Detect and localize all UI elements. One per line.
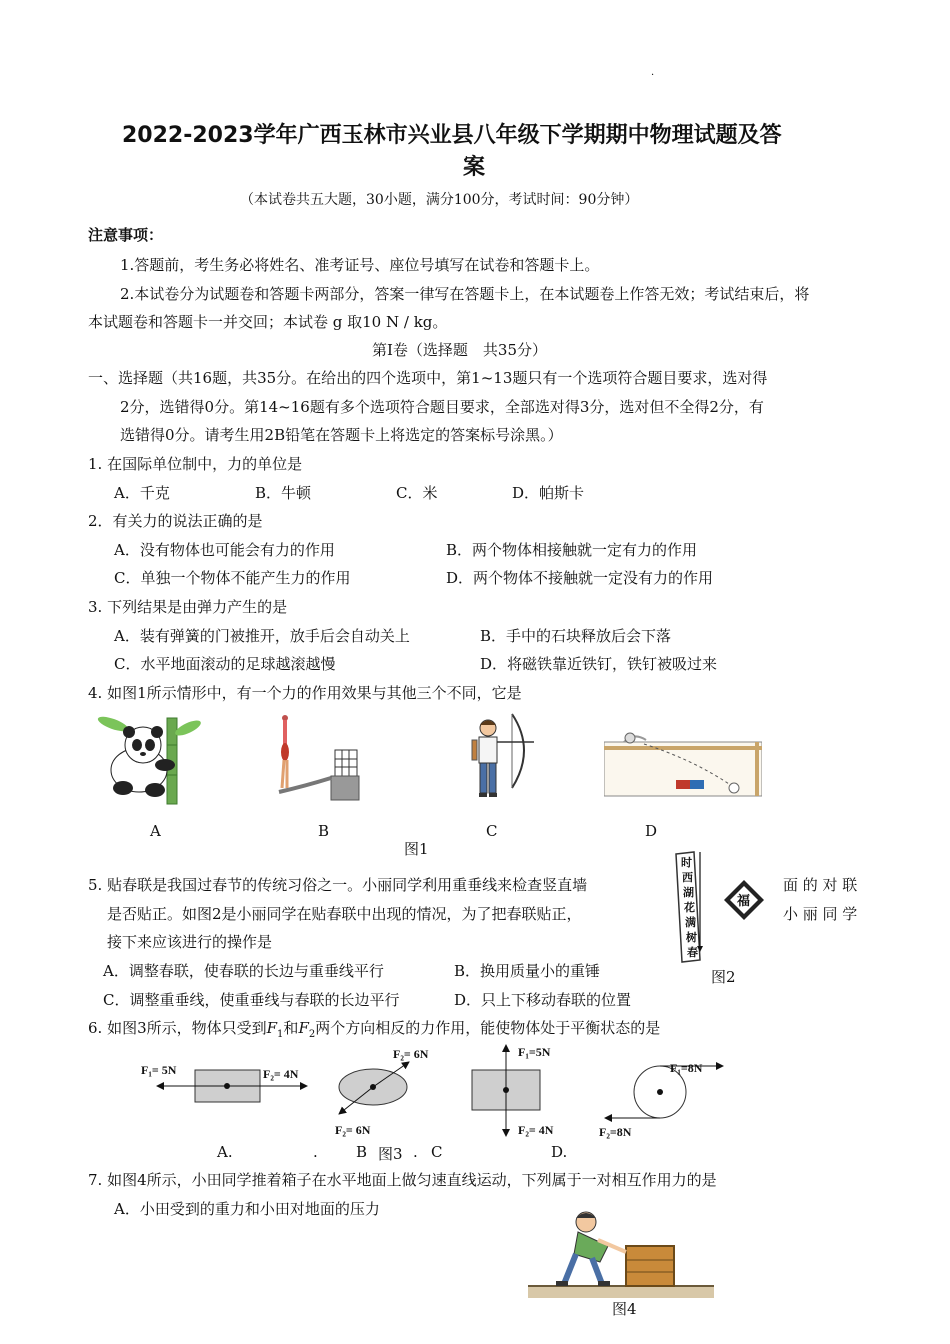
q1-option-b: B．牛顿: [255, 484, 312, 502]
fu-emblem: 福: [737, 893, 751, 908]
figure1-magnet-ball-illustration: [604, 728, 762, 800]
force-symbol-f2: F: [298, 1019, 309, 1037]
figure4-caption: 图4: [612, 1300, 637, 1318]
force-label: F₁=8N: [670, 1061, 703, 1075]
figure1-panda-illustration: [93, 710, 203, 805]
q1-option-a: A．千克: [114, 484, 170, 502]
question-5-stem-2-right: 小 丽 同 学: [783, 905, 858, 923]
q6-stem-part: 两个方向相反的力作用，能使物体处于平衡状态的是: [315, 1019, 661, 1037]
q5-option-d: D．只上下移动春联的位置: [454, 991, 632, 1009]
notice-item-2: 2.本试卷分为试题卷和答题卡两部分，答案一律写在答题卡上，在本试题卷上作答无效；考试结束后，将: [120, 285, 810, 303]
q2-option-d: D．两个物体不接触就一定没有力的作用: [446, 569, 714, 587]
figure1-archer-illustration: [464, 710, 539, 805]
section-instructions: 一、选择题（共16题，共35分。在给出的四个选项中，第1~13题只有一个选项符合题目要求，选对得: [88, 369, 768, 387]
figure1-caption: 图1: [404, 840, 429, 858]
section-instructions-2: 2分，选错得0分。第14~16题有多个选项符合题目要求，全部选对得3分，选对但不全得2分，有: [120, 398, 764, 416]
question-5-stem-3: 接下来应该进行的操作是: [107, 933, 273, 951]
couplet-char: 春: [687, 947, 698, 959]
page-title-continued: 案: [463, 155, 486, 180]
figure1-diver-illustration: [265, 710, 365, 802]
question-4-stem: 4. 如图1所示情形中，有一个力的作用效果与其他三个不同，它是: [88, 684, 522, 702]
figure3-label-b: B: [356, 1143, 368, 1161]
question-5-stem-2: 是否贴正。如图2是小丽同学在贴春联中出现的情况，为了把春联贴正，: [107, 905, 582, 923]
q2-option-a: A．没有物体也可能会有力的作用: [114, 541, 335, 559]
q6-stem-part: 和: [283, 1019, 299, 1037]
q1-option-c: C．米: [396, 484, 438, 502]
figure1-label-a: A: [150, 822, 161, 840]
figure1-label-b: B: [318, 822, 330, 840]
q3-option-b: B．手中的石块释放后会下落: [480, 627, 672, 645]
q2-option-b: B．两个物体相接触就一定有力的作用: [446, 541, 698, 559]
page-title: 2022-2023学年广西玉林市兴业县八年级下学期期中物理试题及答: [122, 123, 782, 148]
figure3-dot: .: [313, 1143, 318, 1161]
q5-option-a: A．调整春联，使春联的长边与重垂线平行: [103, 962, 384, 980]
figure3-force-diagrams: [135, 1040, 795, 1140]
couplet-char: 满: [685, 917, 696, 929]
couplet-char: 树: [686, 932, 697, 944]
force-symbol-f1: F: [266, 1019, 278, 1037]
force-subscript: 1: [277, 1029, 284, 1040]
section-instructions-3: 选错得0分。请考生用2B铅笔在答题卡上将选定的答案标号涂黑。）: [120, 426, 563, 444]
figure2-caption: 图2: [711, 968, 736, 986]
q5-option-c: C．调整重垂线，使重垂线与春联的长边平行: [103, 991, 400, 1009]
q7-option-a: A．小田受到的重力和小田对地面的压力: [114, 1200, 380, 1218]
force-label: F₂= 6N: [393, 1047, 429, 1061]
force-label: F₁= 5N: [141, 1063, 177, 1077]
notice-item-2-cont: 本试题卷和答题卡一并交回；本试卷 g 取10 N / kg。: [88, 313, 448, 331]
question-5-stem-right: 面 的 对 联: [783, 876, 858, 894]
question-6-stem: [88, 1017, 660, 1040]
part-heading: 第Ⅰ卷（选择题 共35分）: [372, 341, 548, 359]
question-7-stem: 7. 如图4所示，小田同学推着箱子在水平地面上做匀速直线运动，下列属于一对相互作用力的是: [88, 1171, 717, 1189]
figure4-pushing-box-illustration: [528, 1208, 714, 1300]
figure1-label-d: D: [645, 822, 658, 840]
stray-dot: ·: [651, 70, 655, 81]
force-label: F₂= 6N: [335, 1123, 371, 1137]
q3-option-a: A．装有弹簧的门被推开，放手后会自动关上: [114, 627, 410, 645]
force-label: F₂= 4N: [263, 1067, 299, 1081]
exam-info: （本试卷共五大题，30小题，满分100分，考试时间：90分钟）: [240, 192, 639, 208]
q2-option-c: C．单独一个物体不能产生力的作用: [114, 569, 351, 587]
figure3-dot: .: [413, 1143, 418, 1161]
couplet-char: 花: [684, 902, 695, 914]
q3-option-d: D．将磁铁靠近铁钉，铁钉被吸过来: [480, 655, 718, 673]
force-label: F₂= 4N: [518, 1123, 554, 1137]
force-label: F₂=8N: [599, 1125, 632, 1139]
figure3-label-a: A.: [217, 1143, 233, 1161]
force-subscript: 2: [308, 1029, 316, 1040]
couplet-char: 时: [681, 857, 692, 869]
figure3-label-c: C: [431, 1143, 443, 1161]
figure1-label-c: C: [486, 822, 498, 840]
q1-option-d: D．帕斯卡: [512, 484, 585, 502]
q3-option-c: C．水平地面滚动的足球越滚越慢: [114, 655, 336, 673]
figure3-label-d: D.: [551, 1143, 568, 1161]
couplet-char: 湖: [683, 887, 694, 899]
question-3-stem: 3. 下列结果是由弹力产生的是: [88, 598, 288, 616]
question-5-stem: 5. 贴春联是我国过春节的传统习俗之一。小丽同学利用重垂线来检查竖直墙: [88, 876, 588, 894]
force-label: F₁=5N: [518, 1045, 551, 1059]
question-1-stem: 1. 在国际单位制中，力的单位是: [88, 455, 303, 473]
notice-item-1: 1.答题前，考生务必将姓名、准考证号、座位号填写在试卷和答题卡上。: [120, 256, 600, 274]
figure3-caption: 图3: [378, 1145, 403, 1163]
notice-heading: 注意事项：: [88, 226, 164, 244]
question-2-stem: 2．有关力的说法正确的是: [88, 512, 263, 530]
q5-option-b: B．换用质量小的重锤: [454, 962, 601, 980]
couplet-char: 西: [682, 872, 693, 884]
figure2-couplet-illustration: [672, 848, 767, 963]
q6-stem-part: 6. 如图3所示，物体只受到: [88, 1019, 267, 1037]
